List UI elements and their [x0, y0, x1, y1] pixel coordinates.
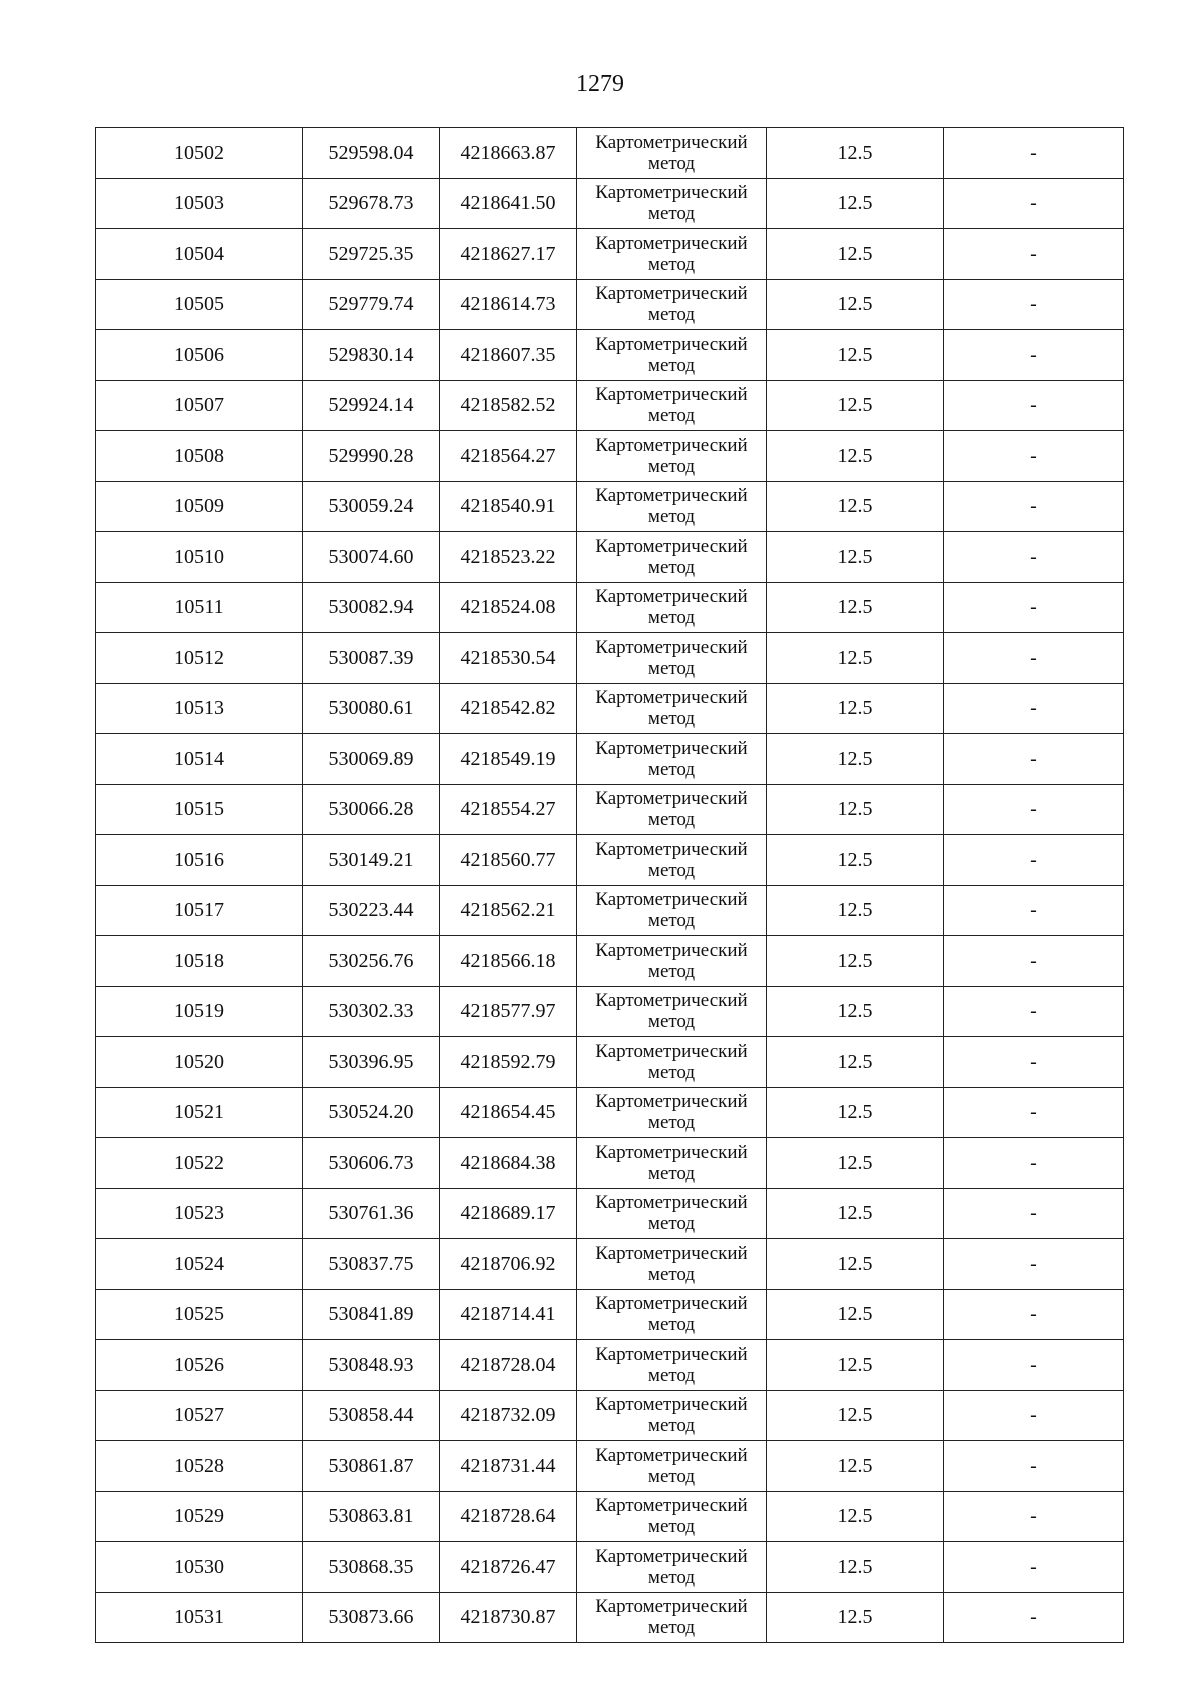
method-line-1: Картометрический: [595, 485, 748, 507]
method-line-1: Картометрический: [595, 737, 748, 759]
method-cell: [577, 734, 767, 785]
method-cell: [577, 885, 767, 936]
note-cell: -: [944, 532, 1124, 583]
method-line-1: Картометрический: [595, 1394, 748, 1416]
x-coordinate-cell: 530841.89: [303, 1289, 440, 1340]
x-coordinate-cell: 529779.74: [303, 279, 440, 330]
precision-cell: 12.5: [767, 582, 944, 633]
x-coordinate-cell: 530087.39: [303, 633, 440, 684]
precision-cell: 12.5: [767, 229, 944, 280]
method-line-2: метод: [647, 1566, 696, 1588]
method-cell: [577, 128, 767, 179]
table-row: [96, 229, 1124, 280]
point-id-cell: 10525: [96, 1289, 303, 1340]
method-cell: [577, 1441, 767, 1492]
method-line-1: Картометрический: [595, 1091, 748, 1113]
method-line-1: Картометрический: [595, 1293, 748, 1315]
point-id-cell: 10513: [96, 683, 303, 734]
table-row: [96, 1087, 1124, 1138]
method-line-1: Картометрический: [595, 283, 748, 305]
method-cell: [577, 380, 767, 431]
table-row: [96, 330, 1124, 381]
precision-cell: 12.5: [767, 885, 944, 936]
note-cell: -: [944, 330, 1124, 381]
point-id-cell: 10527: [96, 1390, 303, 1441]
x-coordinate-cell: 530149.21: [303, 835, 440, 886]
method-line-2: метод: [647, 405, 696, 427]
x-coordinate-cell: 529924.14: [303, 380, 440, 431]
point-id-cell: 10528: [96, 1441, 303, 1492]
method-line-1: Картометрический: [595, 1192, 748, 1214]
table-row: [96, 380, 1124, 431]
precision-cell: 12.5: [767, 1340, 944, 1391]
method-line-2: метод: [647, 1213, 696, 1235]
method-line-1: Картометрический: [595, 182, 748, 204]
method-cell: [577, 330, 767, 381]
point-id-cell: 10531: [96, 1592, 303, 1643]
x-coordinate-cell: 530873.66: [303, 1592, 440, 1643]
method-cell: [577, 279, 767, 330]
method-cell: [577, 1542, 767, 1593]
y-coordinate-cell: 4218524.08: [440, 582, 577, 633]
x-coordinate-cell: 530080.61: [303, 683, 440, 734]
method-line-2: метод: [647, 304, 696, 326]
coordinates-table-body: [96, 128, 1124, 1643]
method-line-1: Картометрический: [595, 434, 748, 456]
method-line-2: метод: [647, 1011, 696, 1033]
method-line-2: метод: [647, 1617, 696, 1639]
method-cell: [577, 1491, 767, 1542]
method-cell: [577, 582, 767, 633]
precision-cell: 12.5: [767, 784, 944, 835]
precision-cell: 12.5: [767, 279, 944, 330]
y-coordinate-cell: 4218728.04: [440, 1340, 577, 1391]
method-line-1: Картометрический: [595, 1596, 748, 1618]
point-id-cell: 10507: [96, 380, 303, 431]
note-cell: -: [944, 1239, 1124, 1290]
method-line-1: Картометрический: [595, 333, 748, 355]
point-id-cell: 10518: [96, 936, 303, 987]
method-cell: [577, 936, 767, 987]
method-cell: [577, 784, 767, 835]
precision-cell: 12.5: [767, 1188, 944, 1239]
table-row: [96, 986, 1124, 1037]
note-cell: -: [944, 784, 1124, 835]
page-number: 1279: [576, 71, 624, 97]
table-row: [96, 178, 1124, 229]
table-row: [96, 431, 1124, 482]
method-cell: [577, 835, 767, 886]
table-row: [96, 1340, 1124, 1391]
method-cell: [577, 532, 767, 583]
y-coordinate-cell: 4218554.27: [440, 784, 577, 835]
method-line-2: метод: [647, 506, 696, 528]
note-cell: -: [944, 128, 1124, 179]
x-coordinate-cell: 530524.20: [303, 1087, 440, 1138]
method-line-2: метод: [647, 657, 696, 679]
x-coordinate-cell: 530837.75: [303, 1239, 440, 1290]
precision-cell: 12.5: [767, 1390, 944, 1441]
x-coordinate-cell: 529598.04: [303, 128, 440, 179]
table-row: [96, 532, 1124, 583]
method-line-1: Картометрический: [595, 131, 748, 153]
table-row: [96, 936, 1124, 987]
method-line-2: метод: [647, 758, 696, 780]
point-id-cell: 10508: [96, 431, 303, 482]
table-row: [96, 1592, 1124, 1643]
y-coordinate-cell: 4218689.17: [440, 1188, 577, 1239]
point-id-cell: 10511: [96, 582, 303, 633]
y-coordinate-cell: 4218641.50: [440, 178, 577, 229]
method-line-2: метод: [647, 556, 696, 578]
precision-cell: 12.5: [767, 1138, 944, 1189]
note-cell: -: [944, 178, 1124, 229]
precision-cell: 12.5: [767, 633, 944, 684]
note-cell: -: [944, 1441, 1124, 1492]
point-id-cell: 10529: [96, 1491, 303, 1542]
note-cell: -: [944, 1037, 1124, 1088]
table-row: [96, 582, 1124, 633]
table-row: [96, 835, 1124, 886]
note-cell: -: [944, 734, 1124, 785]
method-cell: [577, 1390, 767, 1441]
note-cell: -: [944, 683, 1124, 734]
y-coordinate-cell: 4218684.38: [440, 1138, 577, 1189]
x-coordinate-cell: 530858.44: [303, 1390, 440, 1441]
table-row: [96, 1491, 1124, 1542]
note-cell: -: [944, 1491, 1124, 1542]
method-line-1: Картометрический: [595, 1444, 748, 1466]
point-id-cell: 10510: [96, 532, 303, 583]
method-line-2: метод: [647, 1415, 696, 1437]
x-coordinate-cell: 530761.36: [303, 1188, 440, 1239]
note-cell: -: [944, 1289, 1124, 1340]
table-row: [96, 128, 1124, 179]
method-line-1: Картометрический: [595, 1242, 748, 1264]
method-cell: [577, 1239, 767, 1290]
precision-cell: 12.5: [767, 734, 944, 785]
y-coordinate-cell: 4218542.82: [440, 683, 577, 734]
table-row: [96, 1138, 1124, 1189]
method-line-2: метод: [647, 203, 696, 225]
x-coordinate-cell: 529830.14: [303, 330, 440, 381]
method-line-1: Картометрический: [595, 535, 748, 557]
y-coordinate-cell: 4218560.77: [440, 835, 577, 886]
method-line-2: метод: [647, 910, 696, 932]
x-coordinate-cell: 530848.93: [303, 1340, 440, 1391]
precision-cell: 12.5: [767, 532, 944, 583]
table-row: [96, 1390, 1124, 1441]
y-coordinate-cell: 4218577.97: [440, 986, 577, 1037]
table-row: [96, 1542, 1124, 1593]
note-cell: -: [944, 885, 1124, 936]
note-cell: -: [944, 1390, 1124, 1441]
precision-cell: 12.5: [767, 1289, 944, 1340]
point-id-cell: 10502: [96, 128, 303, 179]
method-line-1: Картометрический: [595, 990, 748, 1012]
y-coordinate-cell: 4218530.54: [440, 633, 577, 684]
method-cell: [577, 1340, 767, 1391]
note-cell: -: [944, 633, 1124, 684]
method-line-2: метод: [647, 809, 696, 831]
point-id-cell: 10514: [96, 734, 303, 785]
precision-cell: 12.5: [767, 1491, 944, 1542]
method-line-1: Картометрический: [595, 1343, 748, 1365]
x-coordinate-cell: 530069.89: [303, 734, 440, 785]
precision-cell: 12.5: [767, 835, 944, 886]
note-cell: -: [944, 835, 1124, 886]
y-coordinate-cell: 4218607.35: [440, 330, 577, 381]
note-cell: -: [944, 1138, 1124, 1189]
method-line-2: метод: [647, 607, 696, 629]
method-line-2: метод: [647, 1516, 696, 1538]
precision-cell: 12.5: [767, 1441, 944, 1492]
table-row: [96, 734, 1124, 785]
method-line-1: Картометрический: [595, 384, 748, 406]
table-row: [96, 279, 1124, 330]
method-line-2: метод: [647, 1465, 696, 1487]
note-cell: -: [944, 1340, 1124, 1391]
method-line-2: метод: [647, 152, 696, 174]
precision-cell: 12.5: [767, 178, 944, 229]
x-coordinate-cell: 530066.28: [303, 784, 440, 835]
method-cell: [577, 1188, 767, 1239]
point-id-cell: 10516: [96, 835, 303, 886]
table-row: [96, 1289, 1124, 1340]
point-id-cell: 10519: [96, 986, 303, 1037]
y-coordinate-cell: 4218654.45: [440, 1087, 577, 1138]
method-line-2: метод: [647, 1263, 696, 1285]
note-cell: -: [944, 1188, 1124, 1239]
precision-cell: 12.5: [767, 1087, 944, 1138]
point-id-cell: 10512: [96, 633, 303, 684]
y-coordinate-cell: 4218663.87: [440, 128, 577, 179]
y-coordinate-cell: 4218540.91: [440, 481, 577, 532]
method-cell: [577, 1592, 767, 1643]
y-coordinate-cell: 4218614.73: [440, 279, 577, 330]
method-line-1: Картометрический: [595, 838, 748, 860]
y-coordinate-cell: 4218562.21: [440, 885, 577, 936]
precision-cell: 12.5: [767, 936, 944, 987]
method-line-1: Картометрический: [595, 636, 748, 658]
method-line-2: метод: [647, 859, 696, 881]
point-id-cell: 10521: [96, 1087, 303, 1138]
note-cell: -: [944, 936, 1124, 987]
point-id-cell: 10506: [96, 330, 303, 381]
method-cell: [577, 229, 767, 280]
x-coordinate-cell: 530059.24: [303, 481, 440, 532]
y-coordinate-cell: 4218627.17: [440, 229, 577, 280]
x-coordinate-cell: 530863.81: [303, 1491, 440, 1542]
point-id-cell: 10505: [96, 279, 303, 330]
table-row: [96, 1188, 1124, 1239]
method-cell: [577, 178, 767, 229]
precision-cell: 12.5: [767, 330, 944, 381]
x-coordinate-cell: 530082.94: [303, 582, 440, 633]
note-cell: -: [944, 279, 1124, 330]
precision-cell: 12.5: [767, 986, 944, 1037]
x-coordinate-cell: 530861.87: [303, 1441, 440, 1492]
point-id-cell: 10515: [96, 784, 303, 835]
note-cell: -: [944, 431, 1124, 482]
method-line-1: Картометрический: [595, 788, 748, 810]
method-line-2: метод: [647, 1314, 696, 1336]
y-coordinate-cell: 4218731.44: [440, 1441, 577, 1492]
method-cell: [577, 1037, 767, 1088]
y-coordinate-cell: 4218714.41: [440, 1289, 577, 1340]
precision-cell: 12.5: [767, 481, 944, 532]
method-cell: [577, 1138, 767, 1189]
note-cell: -: [944, 1087, 1124, 1138]
point-id-cell: 10504: [96, 229, 303, 280]
y-coordinate-cell: 4218730.87: [440, 1592, 577, 1643]
precision-cell: 12.5: [767, 1542, 944, 1593]
x-coordinate-cell: 530302.33: [303, 986, 440, 1037]
note-cell: -: [944, 1542, 1124, 1593]
y-coordinate-cell: 4218592.79: [440, 1037, 577, 1088]
table-row: [96, 784, 1124, 835]
method-line-2: метод: [647, 1061, 696, 1083]
table-row: [96, 1239, 1124, 1290]
coordinates-table: [95, 127, 1124, 1643]
precision-cell: 12.5: [767, 380, 944, 431]
note-cell: -: [944, 582, 1124, 633]
method-cell: [577, 481, 767, 532]
x-coordinate-cell: 530074.60: [303, 532, 440, 583]
method-line-2: метод: [647, 1162, 696, 1184]
point-id-cell: 10509: [96, 481, 303, 532]
point-id-cell: 10517: [96, 885, 303, 936]
x-coordinate-cell: 530606.73: [303, 1138, 440, 1189]
method-line-1: Картометрический: [595, 687, 748, 709]
method-line-1: Картометрический: [595, 232, 748, 254]
y-coordinate-cell: 4218582.52: [440, 380, 577, 431]
method-cell: [577, 683, 767, 734]
note-cell: -: [944, 229, 1124, 280]
y-coordinate-cell: 4218566.18: [440, 936, 577, 987]
note-cell: -: [944, 380, 1124, 431]
y-coordinate-cell: 4218523.22: [440, 532, 577, 583]
method-line-2: метод: [647, 708, 696, 730]
note-cell: -: [944, 986, 1124, 1037]
x-coordinate-cell: 529990.28: [303, 431, 440, 482]
point-id-cell: 10524: [96, 1239, 303, 1290]
x-coordinate-cell: 529725.35: [303, 229, 440, 280]
y-coordinate-cell: 4218706.92: [440, 1239, 577, 1290]
note-cell: -: [944, 1592, 1124, 1643]
point-id-cell: 10503: [96, 178, 303, 229]
x-coordinate-cell: 530396.95: [303, 1037, 440, 1088]
method-line-1: Картометрический: [595, 586, 748, 608]
table-row: [96, 633, 1124, 684]
y-coordinate-cell: 4218732.09: [440, 1390, 577, 1441]
method-line-1: Картометрический: [595, 1495, 748, 1517]
precision-cell: 12.5: [767, 431, 944, 482]
x-coordinate-cell: 530256.76: [303, 936, 440, 987]
table-row: [96, 1441, 1124, 1492]
point-id-cell: 10523: [96, 1188, 303, 1239]
table-row: [96, 1037, 1124, 1088]
precision-cell: 12.5: [767, 1239, 944, 1290]
method-line-2: метод: [647, 1112, 696, 1134]
point-id-cell: 10520: [96, 1037, 303, 1088]
point-id-cell: 10522: [96, 1138, 303, 1189]
method-line-1: Картометрический: [595, 1545, 748, 1567]
precision-cell: 12.5: [767, 683, 944, 734]
method-line-2: метод: [647, 253, 696, 275]
y-coordinate-cell: 4218726.47: [440, 1542, 577, 1593]
x-coordinate-cell: 529678.73: [303, 178, 440, 229]
method-line-1: Картометрический: [595, 939, 748, 961]
x-coordinate-cell: 530868.35: [303, 1542, 440, 1593]
method-line-2: метод: [647, 1364, 696, 1386]
method-line-1: Картометрический: [595, 1040, 748, 1062]
method-line-2: метод: [647, 455, 696, 477]
precision-cell: 12.5: [767, 128, 944, 179]
table-row: [96, 683, 1124, 734]
method-line-2: метод: [647, 960, 696, 982]
method-cell: [577, 986, 767, 1037]
y-coordinate-cell: 4218564.27: [440, 431, 577, 482]
precision-cell: 12.5: [767, 1037, 944, 1088]
table-row: [96, 481, 1124, 532]
method-cell: [577, 1289, 767, 1340]
note-cell: -: [944, 481, 1124, 532]
method-line-2: метод: [647, 354, 696, 376]
precision-cell: 12.5: [767, 1592, 944, 1643]
y-coordinate-cell: 4218728.64: [440, 1491, 577, 1542]
y-coordinate-cell: 4218549.19: [440, 734, 577, 785]
method-line-1: Картометрический: [595, 889, 748, 911]
method-cell: [577, 431, 767, 482]
method-line-1: Картометрический: [595, 1141, 748, 1163]
table-row: [96, 885, 1124, 936]
point-id-cell: 10530: [96, 1542, 303, 1593]
point-id-cell: 10526: [96, 1340, 303, 1391]
method-cell: [577, 633, 767, 684]
method-cell: [577, 1087, 767, 1138]
x-coordinate-cell: 530223.44: [303, 885, 440, 936]
